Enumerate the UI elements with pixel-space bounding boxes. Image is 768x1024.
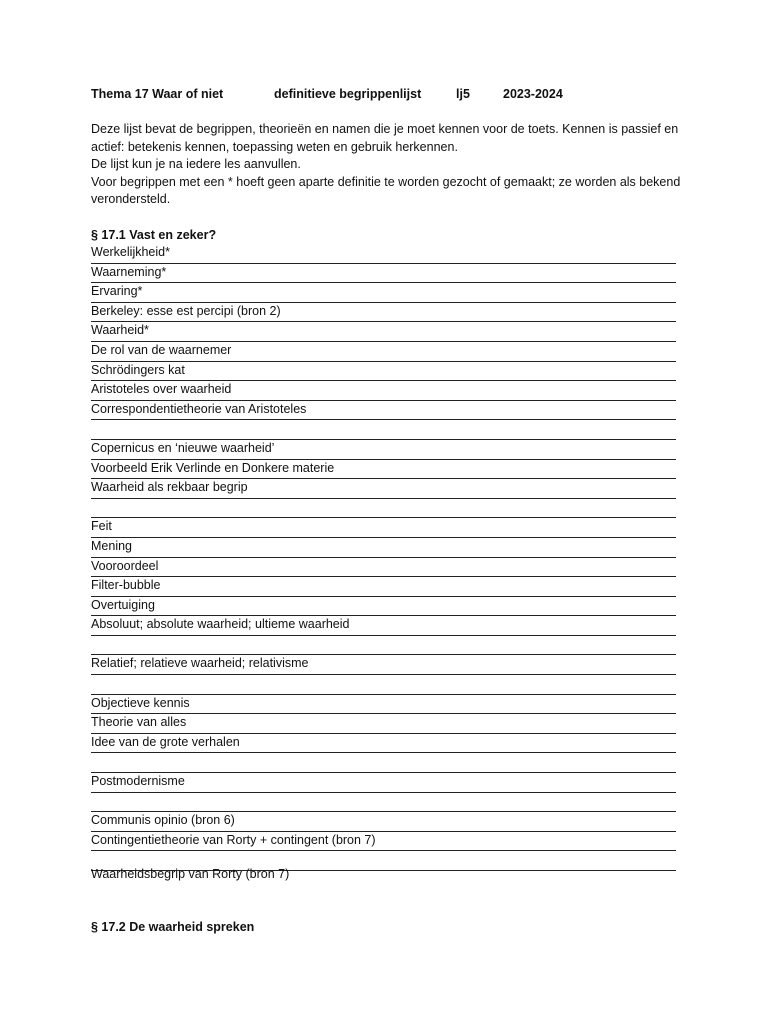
term-list-item: Mening bbox=[91, 538, 676, 558]
term-list-item: Theorie van alles bbox=[91, 714, 676, 734]
blank-line bbox=[91, 420, 676, 440]
term-list-item: Postmodernisme bbox=[91, 773, 676, 793]
school-year: 2023-2024 bbox=[503, 87, 563, 101]
term-list-item: Waarheid* bbox=[91, 322, 676, 342]
intro-paragraph: Voor begrippen met een * hoeft geen aparte definitie te worden gezocht of gemaakt; ze worden als bekend verondersteld. bbox=[91, 174, 681, 207]
term-list-item: Waarheidsbegrip van Rorty (bron 7) bbox=[91, 867, 290, 881]
intro-paragraph: Deze lijst bevat de begrippen, theorieën en namen die je moet kennen voor de toets. Kennen is passief en actief: betekenis kennen, toepassing weten en gebruik herkennen. bbox=[91, 122, 679, 154]
blank-line bbox=[91, 753, 676, 773]
blank-line bbox=[91, 499, 676, 519]
term-list-item: Communis opinio (bron 6) bbox=[91, 812, 676, 832]
term-list-item: Idee van de grote verhalen bbox=[91, 734, 676, 754]
term-list-item: Werkelijkheid* bbox=[91, 244, 676, 264]
term-list-item: De rol van de waarnemer bbox=[91, 342, 676, 362]
term-list-item: Berkeley: esse est percipi (bron 2) bbox=[91, 303, 676, 323]
document-title: Thema 17 Waar of niet bbox=[91, 87, 224, 101]
blank-line bbox=[91, 793, 676, 813]
class-label: lj5 bbox=[456, 87, 470, 101]
term-list-item: Absoluut; absolute waarheid; ultieme waarheid bbox=[91, 616, 676, 636]
blank-line bbox=[91, 636, 676, 656]
term-list-item: Vooroordeel bbox=[91, 558, 676, 578]
blank-line bbox=[91, 675, 676, 695]
term-list-item: Waarheid als rekbaar begrip bbox=[91, 479, 676, 499]
term-list-item: Contingentietheorie van Rorty + contingent (bron 7) bbox=[91, 832, 676, 852]
term-list-item: Copernicus en ‘nieuwe waarheid’ bbox=[91, 440, 676, 460]
term-list-item: Objectieve kennis bbox=[91, 695, 676, 715]
term-list-item: Overtuiging bbox=[91, 597, 676, 617]
term-list-item: Filter-bubble bbox=[91, 577, 676, 597]
term-list-item: Feit bbox=[91, 518, 676, 538]
intro-paragraph: De lijst kun je na iedere les aanvullen. bbox=[91, 157, 301, 172]
term-list bbox=[91, 244, 676, 871]
term-list-item: Schrödingers kat bbox=[91, 362, 676, 382]
term-list-item: Correspondentietheorie van Aristoteles bbox=[91, 401, 676, 421]
term-list-item: Aristoteles over waarheid bbox=[91, 381, 676, 401]
intro-text bbox=[91, 121, 681, 209]
term-list-item: Ervaring* bbox=[91, 283, 676, 303]
section-17-1-title: § 17.1 Vast en zeker? bbox=[91, 228, 217, 242]
document-subtitle: definitieve begrippenlijst bbox=[274, 87, 422, 101]
term-list-item: Relatief; relatieve waarheid; relativisme bbox=[91, 655, 676, 675]
section-17-2-title: § 17.2 De waarheid spreken bbox=[91, 920, 255, 934]
term-list-item: Waarneming* bbox=[91, 264, 676, 284]
term-list-item: Voorbeeld Erik Verlinde en Donkere materie bbox=[91, 460, 676, 480]
